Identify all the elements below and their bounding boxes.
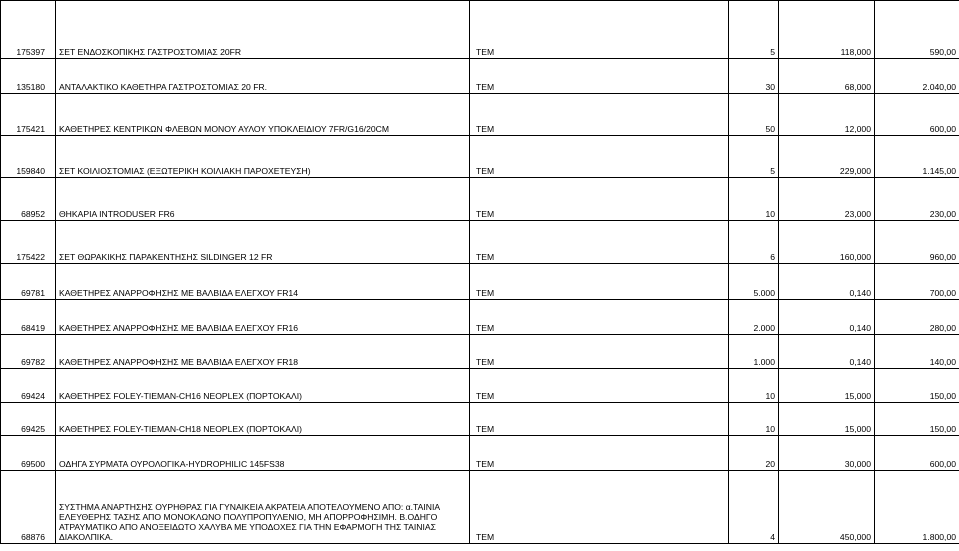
item-unit: TEM	[470, 136, 729, 178]
item-unit-price: 450,000	[779, 471, 875, 544]
item-unit: TEM	[470, 264, 729, 300]
table-row	[1, 300, 959, 335]
item-unit: TEM	[470, 221, 729, 264]
item-quantity: 50	[729, 94, 779, 136]
item-unit: TEM	[470, 94, 729, 136]
item-total: 1.145,00	[875, 136, 959, 178]
item-code: 69424	[1, 369, 56, 403]
item-unit-price: 229,000	[779, 136, 875, 178]
item-unit-price: 15,000	[779, 369, 875, 403]
table-row	[1, 136, 959, 178]
item-description: ΚΑΘΕΤΗΡΕΣ ΑΝΑΡΡΟΦΗΣΗΣ ΜΕ ΒΑΛΒΙΔΑ ΕΛΕΓΧΟΥ FR14	[56, 264, 470, 300]
item-quantity: 10	[729, 369, 779, 403]
item-code: 175422	[1, 221, 56, 264]
item-quantity: 5	[729, 136, 779, 178]
item-total: 2.040,00	[875, 59, 959, 94]
item-total: 230,00	[875, 178, 959, 221]
item-unit-price: 0,140	[779, 264, 875, 300]
item-description: ΚΑΘΕΤΗΡΕΣ FOLEY-TIEMAN-CH16 NEOPLEX (ΠΟΡΤΟΚΑΛΙ)	[56, 369, 470, 403]
item-description: ΑΝΤΑΛΑΚΤΙΚΟ ΚΑΘΕΤΗΡΑ ΓΑΣΤΡΟΣΤΟΜΙΑΣ 20 FR.	[56, 59, 470, 94]
item-unit: TEM	[470, 178, 729, 221]
table-row	[1, 403, 959, 436]
item-total: 140,00	[875, 335, 959, 369]
item-code: 159840	[1, 136, 56, 178]
table-row	[1, 264, 959, 300]
item-unit-price: 68,000	[779, 59, 875, 94]
item-unit: TEM	[470, 1, 729, 59]
table-row	[1, 335, 959, 369]
item-total: 280,00	[875, 300, 959, 335]
item-code: 69782	[1, 335, 56, 369]
item-quantity: 4	[729, 471, 779, 544]
item-unit-price: 30,000	[779, 436, 875, 471]
item-quantity: 5	[729, 1, 779, 59]
item-description: ΟΔΗΓΑ ΣΥΡΜΑΤΑ ΟΥΡΟΛΟΓΙΚΑ-HYDROPHILIC 145FS38	[56, 436, 470, 471]
item-quantity: 10	[729, 403, 779, 436]
item-total: 700,00	[875, 264, 959, 300]
item-unit: TEM	[470, 59, 729, 94]
item-description: ΣΕΤ ΚΟΙΛΙΟΣΤΟΜΙΑΣ (ΕΞΩΤΕΡΙΚΗ ΚΟΙΛΙΑΚΗ ΠΑΡΟΧΕΤΕΥΣΗ)	[56, 136, 470, 178]
item-quantity: 10	[729, 178, 779, 221]
item-code: 68419	[1, 300, 56, 335]
table-row	[1, 369, 959, 403]
item-total: 600,00	[875, 94, 959, 136]
item-description: ΣΕΤ ΕΝΔΟΣΚΟΠΙΚΗΣ ΓΑΣΤΡΟΣΤΟΜΙΑΣ 20FR	[56, 1, 470, 59]
item-description: ΚΑΘΕΤΗΡΕΣ ΑΝΑΡΡΟΦΗΣΗΣ ΜΕ ΒΑΛΒΙΔΑ ΕΛΕΓΧΟΥ FR18	[56, 335, 470, 369]
item-quantity: 6	[729, 221, 779, 264]
item-unit: TEM	[470, 403, 729, 436]
item-total: 600,00	[875, 436, 959, 471]
item-unit-price: 0,140	[779, 300, 875, 335]
item-description: ΚΑΘΕΤΗΡΕΣ ΚΕΝΤΡΙΚΩΝ ΦΛΕΒΩΝ ΜΟΝΟΥ ΑΥΛΟΥ ΥΠΟΚΛΕΙΔΙΟΥ 7FR/G16/20CM	[56, 94, 470, 136]
item-quantity: 1.000	[729, 335, 779, 369]
item-total: 590,00	[875, 1, 959, 59]
table-row	[1, 1, 959, 59]
table-row	[1, 436, 959, 471]
item-quantity: 30	[729, 59, 779, 94]
item-unit: TEM	[470, 300, 729, 335]
item-code: 175397	[1, 1, 56, 59]
item-code: 135180	[1, 59, 56, 94]
item-quantity: 20	[729, 436, 779, 471]
table-row	[1, 59, 959, 94]
item-total: 960,00	[875, 221, 959, 264]
item-code: 68952	[1, 178, 56, 221]
item-description: ΚΑΘΕΤΗΡΕΣ FOLEY-TIEMAN-CH18 NEOPLEX (ΠΟΡΤΟΚΑΛΙ)	[56, 403, 470, 436]
item-unit-price: 160,000	[779, 221, 875, 264]
item-total: 150,00	[875, 403, 959, 436]
item-code: 69425	[1, 403, 56, 436]
item-unit-price: 15,000	[779, 403, 875, 436]
item-code: 69781	[1, 264, 56, 300]
item-code: 69500	[1, 436, 56, 471]
item-code: 175421	[1, 94, 56, 136]
table-row	[1, 178, 959, 221]
table-row	[1, 471, 959, 544]
item-quantity: 2.000	[729, 300, 779, 335]
table-row	[1, 221, 959, 264]
item-unit-price: 12,000	[779, 94, 875, 136]
item-total: 1.800,00	[875, 471, 959, 544]
item-description: ΣΥΣΤΗΜΑ ΑΝΑΡΤΗΣΗΣ ΟΥΡΗΘΡΑΣ ΓΙΑ ΓΥΝΑΙΚΕΙΑ ΑΚΡΑΤΕΙΑ ΑΠΟΤΕΛΟΥΜΕΝΟ ΑΠΟ: α.ΤΑΙΝΙΑ ΕΛΕΥΘΕΡΗΣ ΤΑΣΗΣ ΑΠΟ ΜΟΝΟΚΛΩΝΟ ΠΟΛΥΠΡΟΠΥΛΕΝΙΟ, ΜΗ ΑΠΟΡΡΟΦΗΣΙΜΗ. Β.ΟΔΗΓΟ ΑΤΡΑΥΜΑΤΙΚΟ ΑΠΟ ΑΝΟΞΕΙΔΩΤΟ ΧΑΛΥΒΑ ΜΕ ΥΠΟΔΟΧΕΣ ΓΙΑ ΤΗΝ ΕΦΑΡΜΟΓΗ ΤΗΣ ΤΑΙΝΙΑΣ ΔΙΑΚΟΛΠΙΚΑ.	[56, 471, 470, 544]
item-unit: TEM	[470, 369, 729, 403]
item-unit: TEM	[470, 335, 729, 369]
item-code: 68876	[1, 471, 56, 544]
item-unit-price: 23,000	[779, 178, 875, 221]
table-row	[1, 94, 959, 136]
item-description: ΘΗΚΑΡΙΑ INTRODUSER FR6	[56, 178, 470, 221]
item-unit-price: 0,140	[779, 335, 875, 369]
item-unit: TEM	[470, 436, 729, 471]
item-unit: TEM	[470, 471, 729, 544]
item-unit-price: 118,000	[779, 1, 875, 59]
item-quantity: 5.000	[729, 264, 779, 300]
item-description: ΚΑΘΕΤΗΡΕΣ ΑΝΑΡΡΟΦΗΣΗΣ ΜΕ ΒΑΛΒΙΔΑ ΕΛΕΓΧΟΥ FR16	[56, 300, 470, 335]
item-total: 150,00	[875, 369, 959, 403]
item-description: ΣΕΤ ΘΩΡΑΚΙΚΗΣ ΠΑΡΑΚΕΝΤΗΣΗΣ SILDINGER 12 FR	[56, 221, 470, 264]
